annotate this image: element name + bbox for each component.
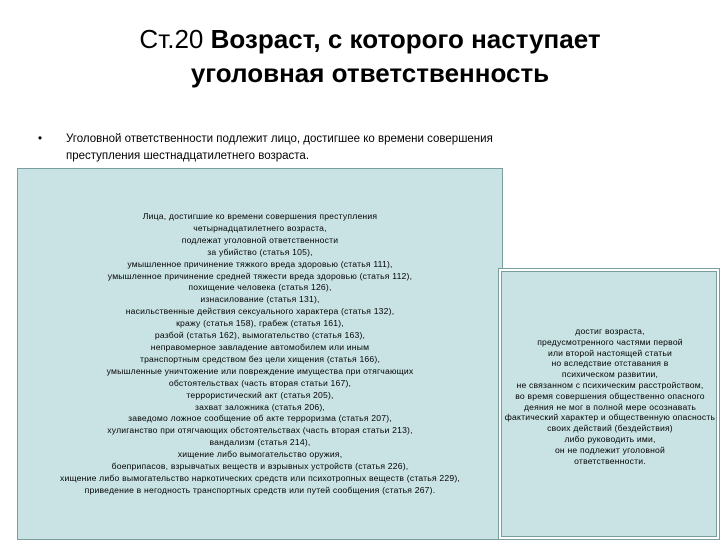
text-line: изнасилование (статья 131), bbox=[200, 294, 320, 305]
text-line: заведомо ложное сообщение об акте терроризма (статья 207), bbox=[128, 413, 392, 424]
text-line: кражу (статья 158), грабеж (статья 161), bbox=[176, 318, 344, 329]
age-14-crimes-box bbox=[17, 168, 503, 540]
text-line: разбой (статья 162), вымогательство (статья 163), bbox=[154, 330, 366, 341]
bullet-text-line-1: Уголовной ответственности подлежит лицо, достигшее ко времени совершения bbox=[66, 133, 493, 145]
slide-title bbox=[60, 22, 680, 90]
title-main-line-1: Возраст, с которого наступает bbox=[210, 24, 601, 54]
text-line: он не подлежит уголовной bbox=[554, 444, 666, 455]
text-line: фактический характер и общественную опасность bbox=[504, 412, 716, 423]
text-line: похищение человека (статья 126), bbox=[188, 282, 332, 293]
text-line: или второй настоящей статьи bbox=[547, 347, 673, 358]
text-line: психическом развитии, bbox=[561, 369, 659, 380]
text-line: своих действий (бездействия) bbox=[547, 423, 673, 434]
text-line: либо руководить ими, bbox=[564, 433, 656, 444]
text-line: не связанном с психическим расстройством, bbox=[516, 379, 704, 390]
bullet-marker: • bbox=[38, 133, 43, 145]
exception-text bbox=[498, 326, 720, 466]
title-line-1 bbox=[60, 22, 680, 56]
text-line: но вследствие отставания в bbox=[551, 358, 669, 369]
text-line: ответственности. bbox=[574, 455, 646, 466]
text-line: за убийство (статья 105), bbox=[207, 246, 313, 257]
text-line: террористический акт (статья 205), bbox=[186, 389, 334, 400]
bullet-text-line-2: преступления шестнадцатилетнего возраста. bbox=[66, 150, 310, 162]
text-line: хищение либо вымогательство оружия, bbox=[177, 449, 343, 460]
text-line: во время совершения общественно опасного bbox=[515, 390, 705, 401]
article-number: Ст.20 bbox=[139, 24, 204, 54]
text-line: Лица, достигшие ко времени совершения преступления bbox=[142, 211, 378, 221]
text-line: насильственные действия сексуального характера (статья 132), bbox=[125, 306, 395, 317]
text-line: деяния не мог в полной мере осознавать bbox=[523, 401, 697, 412]
text-line: хулиганство при отягчающих обстоятельствах (часть вторая статьи 213), bbox=[107, 425, 413, 436]
text-line: четырнадцатилетнего возраста, bbox=[193, 222, 327, 233]
bullet-text bbox=[66, 131, 666, 165]
text-line: захват заложника (статья 206), bbox=[195, 401, 325, 412]
text-line: транспортным средством без цели хищения (статья 166), bbox=[139, 353, 381, 364]
text-line: достиг возраста, bbox=[575, 326, 645, 336]
text-line: умышленное причинение средней тяжести вреда здоровью (статья 112), bbox=[107, 270, 413, 281]
age-14-crimes-text bbox=[18, 211, 502, 497]
text-line: вандализм (статья 214), bbox=[209, 437, 311, 448]
text-line: предусмотренного частями первой bbox=[537, 336, 683, 347]
text-line: приведение в негодность транспортных средств или путей сообщения (статья 267). bbox=[84, 484, 436, 495]
text-line: боеприпасов, взрывчатых веществ и взрывных устройств (статья 226), bbox=[111, 461, 409, 472]
text-line: умышленное причинение тяжкого вреда здоровью (статья 111), bbox=[127, 258, 393, 269]
text-line: обстоятельствах (часть вторая статьи 167), bbox=[168, 377, 352, 388]
title-main-line-2: уголовная ответственность bbox=[190, 58, 550, 88]
text-line: неправомерное завладение автомобилем или иным bbox=[150, 341, 370, 352]
mental-development-exception-box bbox=[498, 268, 720, 540]
text-line: хищение либо вымогательство наркотических средств или психотропных веществ (статья 229), bbox=[60, 472, 460, 483]
text-line: подлежат уголовной ответственности bbox=[181, 234, 339, 245]
text-line: умышленные уничтожение или повреждение имущества при отягчающих bbox=[106, 365, 414, 376]
